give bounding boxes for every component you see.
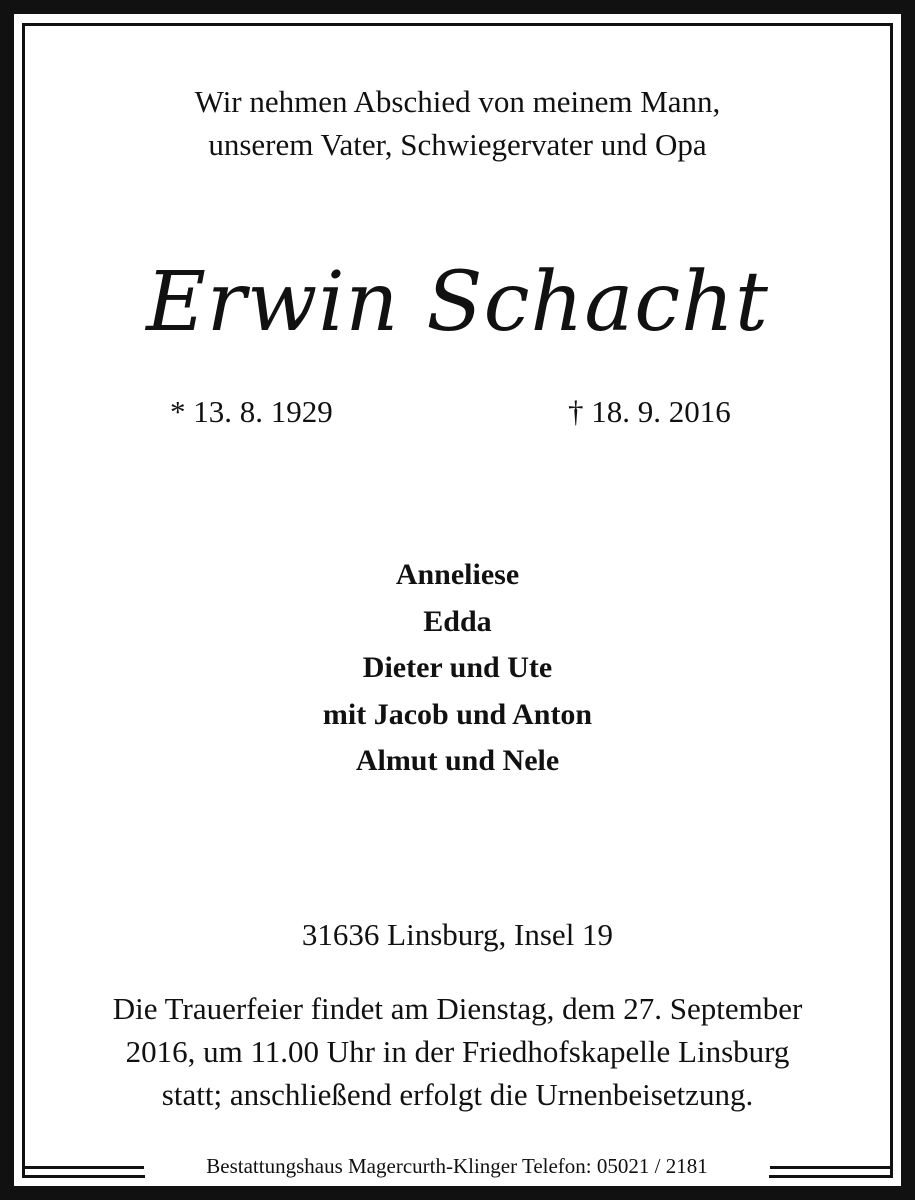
family-member: Anneliese: [395, 558, 520, 591]
family-member: Almut und Nele: [355, 744, 560, 777]
ceremony-line: 2016, um 11.00 Uhr in der Friedhofskapelle Linsburg: [125, 1034, 790, 1069]
footer-rule-left: [22, 1166, 144, 1169]
death-date: † 18. 9. 2016: [568, 394, 731, 429]
ceremony-text: [40, 987, 875, 1116]
family-member: Edda: [423, 604, 492, 638]
intro-line: unserem Vater, Schwiegervater und Opa: [208, 127, 707, 162]
intro-line: Wir nehmen Abschied von meinem Mann,: [194, 84, 721, 119]
intro-text: [40, 80, 875, 166]
birth-date: * 13. 8. 1929: [170, 394, 333, 429]
deceased-name: Erwin Schacht: [146, 255, 769, 350]
family-member: mit Jacob und Anton: [322, 697, 593, 731]
funeral-home-footer: Bestattungshaus Magercurth-Klinger Telefon: 05021 / 2181: [145, 1152, 769, 1180]
ceremony-line: Die Trauerfeier findet am Dienstag, dem 27. September: [112, 991, 803, 1026]
footer-rule-right: [770, 1166, 893, 1169]
family-list: [40, 552, 875, 785]
ceremony-line: statt; anschließend erfolgt die Urnenbeisetzung.: [161, 1077, 754, 1112]
address: 31636 Linsburg, Insel 19: [301, 917, 614, 952]
family-member: Dieter und Ute: [362, 651, 553, 684]
